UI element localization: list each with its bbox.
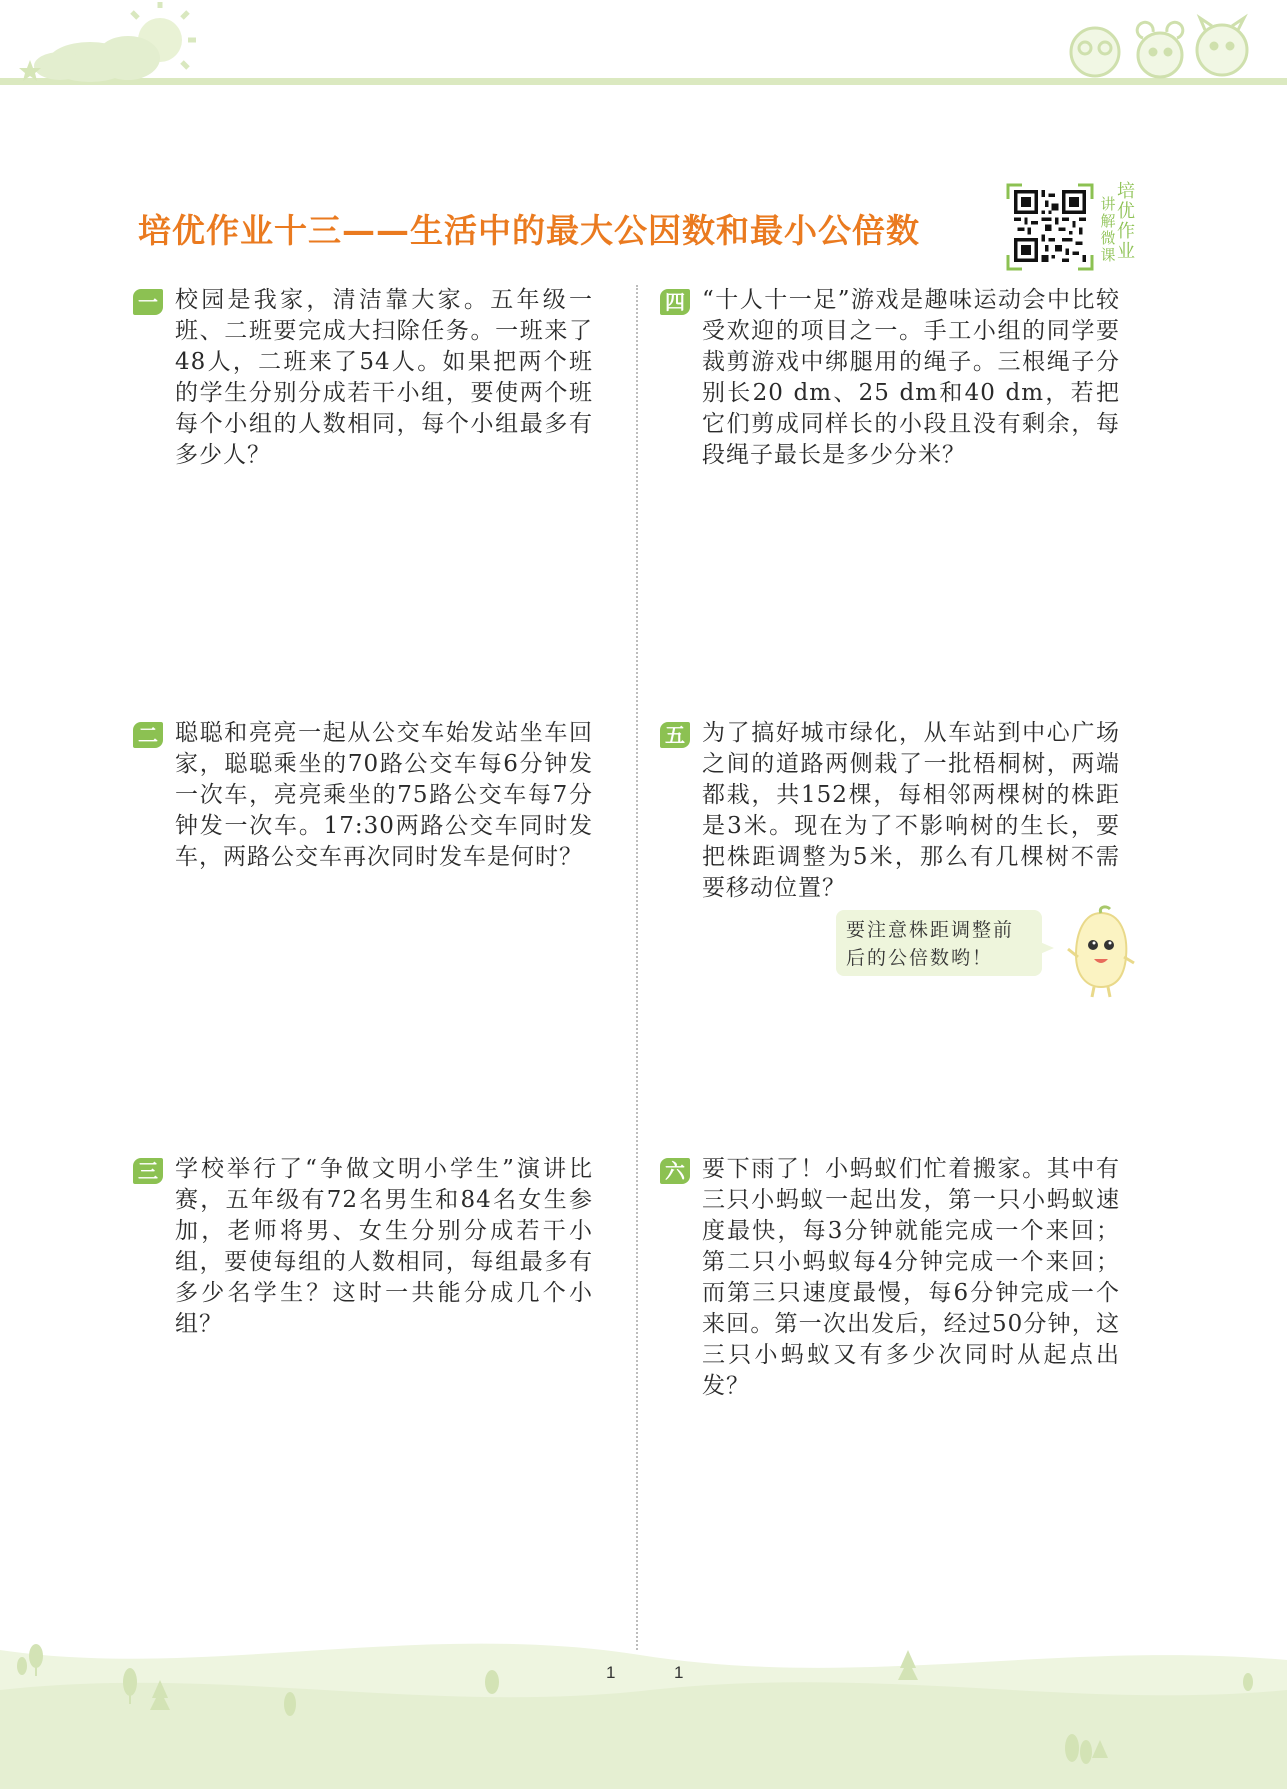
question-1 (133, 285, 593, 471)
question-3 (133, 1154, 593, 1340)
question-2 (133, 718, 593, 873)
question-number-badge: 二 (133, 722, 163, 748)
question-text: “十人十一足”游戏是趣味运动会中比较受欢迎的项目之一。手工小组的同学要裁剪游戏中绑腿用的绳子。三根绳子分别长20 dm、25 dm和40 dm，若把它们剪成同样长的小段且没有剩余，每段绳子最长是多少分米？ (702, 287, 1120, 468)
question-6 (660, 1154, 1120, 1402)
footer-landscape (0, 1620, 1287, 1789)
question-number-badge: 五 (660, 722, 690, 748)
mascot-icon (1066, 905, 1136, 1000)
question-text: 校园是我家，清洁靠大家。五年级一班、二班要完成大扫除任务。一班来了48人，二班来了54人。如果把两个班的学生分别分成若干小组，要使两个班每个小组的人数相同，每个小组最多有多少人？ (175, 287, 593, 468)
question-number-badge: 三 (133, 1158, 163, 1184)
column-divider (636, 285, 638, 1650)
animal-friends-icon (1071, 18, 1247, 77)
question-4 (660, 285, 1120, 471)
micro-lesson-label: 讲解微课 (1100, 195, 1116, 264)
question-number-badge: 六 (660, 1158, 690, 1184)
page-number-left: 1 (606, 1663, 616, 1682)
speech-tail-icon (1040, 942, 1054, 954)
question-5 (660, 718, 1120, 904)
hint-bubble: 要注意株距调整前后的公倍数哟！ (836, 910, 1042, 976)
question-text: 聪聪和亮亮一起从公交车始发站坐车回家，聪聪乘坐的70路公交车每6分钟发一次车，亮亮乘坐的75路公交车每7分钟发一次车。17:30两路公交车同时发车，两路公交车再次同时发车是何时？ (175, 720, 593, 870)
cloud-icon (34, 36, 160, 82)
question-number-badge: 四 (660, 289, 690, 315)
question-text: 为了搞好城市绿化，从车站到中心广场之间的道路两侧栽了一批梧桐树，两端都栽，共152棵，每相邻两棵树的株距是3米。现在为了不影响树的生长，要把株距调整为5米，那么有几棵树不需要移动位置？ (702, 720, 1120, 901)
question-number-badge: 一 (133, 289, 163, 315)
homework-series-label: 培优作业 (1117, 181, 1135, 262)
qr-code-icon[interactable] (1014, 190, 1086, 262)
header-decoration (0, 0, 1287, 100)
page-title: 培优作业十三——生活中的最大公因数和最小公倍数 (138, 211, 920, 250)
page-number-right: 1 (674, 1663, 684, 1682)
question-text: 要下雨了！小蚂蚁们忙着搬家。其中有三只小蚂蚁一起出发，第一只小蚂蚁速度最快，每3分钟就能完成一个来回；第二只小蚂蚁每4分钟完成一个来回；而第三只速度最慢，每6分钟完成一个来回。第一次出发后，经过50分钟，这三只小蚂蚁又有多少次同时从起点出发？ (702, 1156, 1120, 1399)
question-text: 学校举行了“争做文明小学生”演讲比赛，五年级有72名男生和84名女生参加，老师将男、女生分别分成若干小组，要使每组的人数相同，每组最多有多少名学生？这时一共能分成几个小组？ (175, 1156, 593, 1337)
